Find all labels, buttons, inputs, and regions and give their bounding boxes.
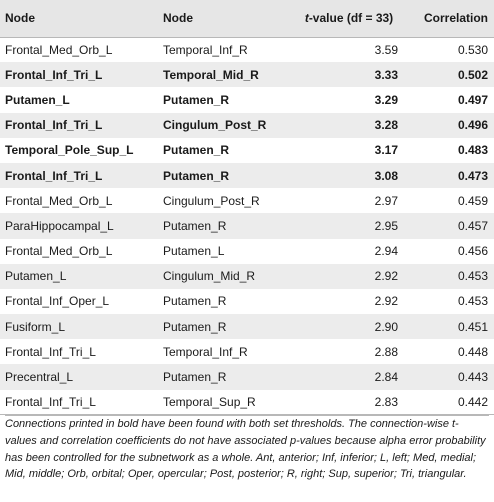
table-row xyxy=(0,339,494,364)
cell-node-1: Frontal_Inf_Tri_L xyxy=(5,168,103,183)
cell-node-1: Frontal_Inf_Oper_L xyxy=(5,294,110,309)
cell-node-2: Putamen_R xyxy=(163,319,227,334)
header-t-value xyxy=(291,0,407,37)
header-t-italic: t xyxy=(304,11,309,26)
cell-node-1: Frontal_Inf_Tri_L xyxy=(5,118,103,133)
table-row xyxy=(0,62,494,87)
cell-correlation: 0.443 xyxy=(457,370,488,385)
table-row xyxy=(0,239,494,264)
cell-node-2: Cingulum_Post_R xyxy=(163,193,260,208)
cell-correlation: 0.496 xyxy=(457,118,488,133)
header-node-1: Node xyxy=(0,0,163,37)
table-footnote: Connections printed in bold have been found with both set thresholds. The connection-wise t-values and correlation coefficients do not have associated p-values because alpha error probability has been controlled for the subnetwork as a whole. Ant, anterior; Inf, inferior; L, left; Med, medial; Mid, middle; Orb, orbital; Oper, opercular; Post, posterior; R, right; Sup, superior; Tri, triangular. xyxy=(5,415,489,483)
table-row xyxy=(0,87,494,112)
cell-t-value: 3.33 xyxy=(374,67,398,82)
cell-node-1: Temporal_Pole_Sup_L xyxy=(5,143,134,158)
cell-t-value: 3.28 xyxy=(374,118,398,133)
cell-node-2: Putamen_R xyxy=(163,294,227,309)
cell-node-1: Frontal_Med_Orb_L xyxy=(5,244,113,259)
cell-correlation: 0.497 xyxy=(457,92,488,107)
cell-node-1: Precentral_L xyxy=(5,370,74,385)
cell-node-1: ParaHippocampal_L xyxy=(5,218,114,233)
table-row xyxy=(0,188,494,213)
cell-correlation: 0.456 xyxy=(457,244,488,259)
header-t-rest: -value (df = 33) xyxy=(308,11,394,26)
cell-t-value: 3.29 xyxy=(374,92,398,107)
cell-node-2: Temporal_Mid_R xyxy=(163,67,259,82)
cell-t-value: 2.97 xyxy=(374,193,398,208)
cell-t-value: 2.83 xyxy=(374,395,398,410)
cell-t-value: 2.92 xyxy=(374,269,398,284)
cell-correlation: 0.453 xyxy=(457,269,488,284)
cell-correlation: 0.442 xyxy=(457,395,488,410)
cell-node-1: Fusiform_L xyxy=(5,319,66,334)
cell-node-2: Temporal_Sup_R xyxy=(163,395,256,410)
table-header xyxy=(0,0,494,37)
cell-node-2: Temporal_Inf_R xyxy=(163,42,248,57)
table-row xyxy=(0,37,494,62)
cell-correlation: 0.459 xyxy=(457,193,488,208)
cell-t-value: 2.94 xyxy=(374,244,398,259)
cell-correlation: 0.457 xyxy=(457,218,488,233)
cell-node-1: Frontal_Inf_Tri_L xyxy=(5,344,96,359)
table-row xyxy=(0,138,494,163)
table-row xyxy=(0,289,494,314)
cell-t-value: 2.88 xyxy=(374,344,398,359)
cell-node-2: Cingulum_Post_R xyxy=(163,118,267,133)
cell-node-2: Temporal_Inf_R xyxy=(163,344,248,359)
cell-node-1: Frontal_Med_Orb_L xyxy=(5,42,113,57)
cell-correlation: 0.473 xyxy=(457,168,488,183)
cell-t-value: 2.92 xyxy=(374,294,398,309)
cell-correlation: 0.453 xyxy=(457,294,488,309)
header-correlation: Correlation xyxy=(407,0,494,37)
table-row xyxy=(0,113,494,138)
table-body xyxy=(0,37,494,415)
table-row xyxy=(0,314,494,339)
cell-node-2: Putamen_L xyxy=(163,244,225,259)
cell-node-2: Putamen_R xyxy=(163,92,230,107)
table-row xyxy=(0,213,494,238)
cell-t-value: 2.84 xyxy=(374,370,398,385)
header-node-2: Node xyxy=(163,0,291,37)
cell-t-value: 3.17 xyxy=(374,143,398,158)
cell-t-value: 3.08 xyxy=(374,168,398,183)
cell-node-2: Putamen_R xyxy=(163,370,227,385)
cell-t-value: 2.95 xyxy=(374,218,398,233)
cell-correlation: 0.448 xyxy=(457,344,488,359)
cell-t-value: 3.59 xyxy=(374,42,398,57)
cell-t-value: 2.90 xyxy=(374,319,398,334)
table-row xyxy=(0,264,494,289)
cell-correlation: 0.502 xyxy=(457,67,488,82)
cell-node-2: Putamen_R xyxy=(163,218,227,233)
table-row xyxy=(0,364,494,389)
cell-node-2: Cingulum_Mid_R xyxy=(163,269,256,284)
cell-node-1: Frontal_Med_Orb_L xyxy=(5,193,113,208)
header-row xyxy=(0,0,494,37)
cell-correlation: 0.451 xyxy=(457,319,488,334)
table-row xyxy=(0,163,494,188)
cell-node-1: Frontal_Inf_Tri_L xyxy=(5,67,103,82)
table-row xyxy=(0,390,494,415)
cell-correlation: 0.483 xyxy=(457,143,488,158)
cell-node-2: Putamen_R xyxy=(163,168,230,183)
cell-correlation: 0.530 xyxy=(457,42,488,57)
cell-node-1: Frontal_Inf_Tri_L xyxy=(5,395,96,410)
cell-node-2: Putamen_R xyxy=(163,143,230,158)
cell-node-1: Putamen_L xyxy=(5,92,70,107)
cell-node-1: Putamen_L xyxy=(5,269,67,284)
